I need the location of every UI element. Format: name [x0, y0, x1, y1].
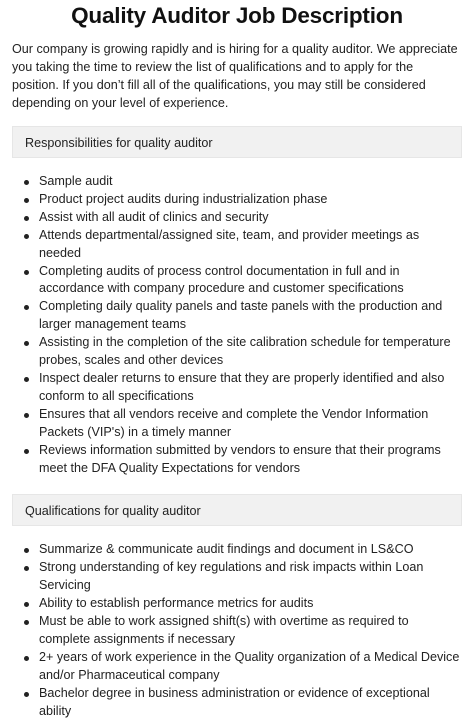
bullet-icon	[24, 413, 29, 418]
list-item-text: 2+ years of work experience in the Quality organization of a Medical Device and/or Pharmaceutical company	[39, 649, 460, 682]
list-item-text: Summarize & communicate audit findings and document in LS&CO	[39, 542, 414, 557]
bullet-icon	[24, 566, 29, 571]
list-item	[24, 191, 462, 209]
bullet-icon	[24, 270, 29, 275]
list-item	[24, 209, 462, 227]
list-item-text: Inspect dealer returns to ensure that they are properly identified and also conform to all specifications	[39, 370, 445, 403]
list-item	[24, 595, 462, 613]
list-item-text: Bachelor degree in business administration or evidence of exceptional ability	[39, 685, 430, 718]
bullet-icon	[24, 548, 29, 553]
intro-paragraph: Our company is growing rapidly and is hiring for a quality auditor. We appreciate you taking the time to review the list of qualifications and to apply for the position. If you don’t fill all of the qualifications, you may still be considered depending on your level of experience.	[12, 42, 458, 110]
list-item	[24, 541, 462, 559]
bullet-icon	[24, 692, 29, 697]
list-item	[24, 613, 462, 649]
list-item-text: Sample audit	[39, 174, 113, 188]
list-item-text: Strong understanding of key regulations and risk impacts within Loan Servicing	[39, 560, 424, 593]
bullet-icon	[24, 620, 29, 625]
list-item-text: Ability to establish performance metrics for audits	[39, 596, 314, 611]
bullet-icon	[24, 234, 29, 239]
qualifications-list	[12, 541, 462, 720]
bullet-icon	[24, 656, 29, 661]
list-item-text: Completing daily quality panels and taste panels with the production and larger management teams	[39, 299, 443, 332]
list-item	[24, 263, 462, 299]
list-item-text: Attends departmental/assigned site, team, and provider meetings as needed	[39, 227, 420, 260]
list-item-text: Reviews information submitted by vendors to ensure that their programs meet the DFA Quality Expectations for vendors	[39, 442, 441, 475]
list-item	[24, 227, 462, 263]
list-item	[24, 173, 462, 191]
bullet-icon	[24, 377, 29, 382]
list-item	[24, 559, 462, 595]
list-item	[24, 685, 462, 720]
list-item-text: Assisting in the completion of the site calibration schedule for temperature probes, scales and other devices	[39, 335, 451, 368]
responsibilities-list	[12, 173, 462, 477]
bullet-icon	[24, 305, 29, 310]
list-item-text: Must be able to work assigned shift(s) with overtime as required to complete assignments if necessary	[39, 614, 409, 646]
list-item-text: Product project audits during industrialization phase	[39, 191, 328, 206]
bullet-icon	[24, 216, 29, 221]
list-item-text: Assist with all audit of clinics and security	[39, 209, 269, 224]
list-item	[24, 370, 462, 406]
bullet-icon	[24, 449, 29, 454]
list-item-text: Completing audits of process control documentation in full and in accordance with company procedure and customer specifications	[39, 263, 404, 296]
list-item	[24, 406, 462, 442]
qualifications-heading: Qualifications for quality auditor	[12, 494, 462, 526]
responsibilities-heading: Responsibilities for quality auditor	[12, 126, 462, 158]
list-item	[24, 649, 462, 685]
page-title: Quality Auditor Job Description	[71, 3, 403, 28]
list-item	[24, 334, 462, 370]
bullet-icon	[24, 341, 29, 346]
list-item-text: Ensures that all vendors receive and complete the Vendor Information Packets (VIP's) in a timely manner	[39, 406, 429, 439]
bullet-icon	[24, 198, 29, 203]
list-item	[24, 298, 462, 334]
bullet-icon	[24, 602, 29, 607]
bullet-icon	[24, 180, 29, 185]
list-item	[24, 442, 462, 478]
